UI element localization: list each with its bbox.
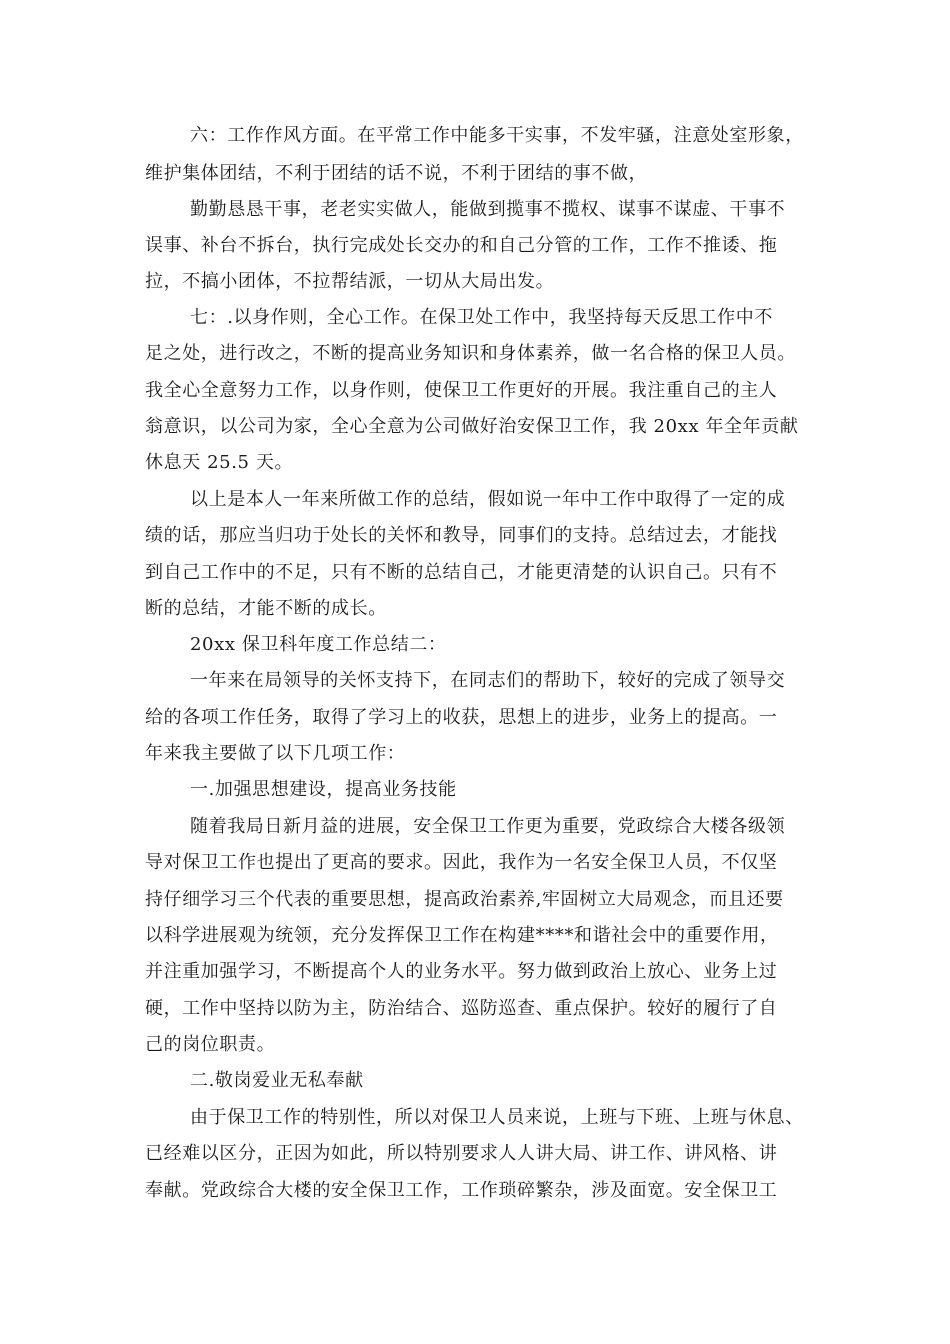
text-line: 奉献。党政综合大楼的安全保卫工作，工作琐碎繁杂，涉及面宽。安全保卫工 — [145, 1180, 778, 1201]
text-line: 维护集体团结，不利于团结的话不说，不利于团结的事不做， — [145, 163, 648, 184]
text-line: 一年来在局领导的关怀支持下，在同志们的帮助下，较好的完成了领导交 — [190, 670, 786, 691]
text-line: 导对保卫工作也提出了更高的要求。因此，我作为一名安全保卫人员，不仅坚 — [145, 852, 778, 873]
text-line: 并注重加强学习，不断提高个人的业务水平。努力做到政治上放心、业务上过 — [145, 961, 778, 982]
text-line: 随着我局日新月益的进展，安全保卫工作更为重要，党政综合大楼各级领 — [190, 816, 786, 837]
section-heading: 二.敬岗爱业无私奉献 — [190, 1070, 364, 1091]
section-heading: 20xx 保卫科年度工作总结二： — [190, 634, 447, 655]
text-line: 年来我主要做了以下几项工作： — [145, 743, 406, 764]
text-line: 翁意识，以公司为家，全心全意为公司做好治安保卫工作，我 20xx 年全年贡献 — [145, 416, 799, 437]
text-line: 拉，不搞小团体，不拉帮结派，一切从大局出发。 — [145, 271, 555, 292]
text-line: 硬，工作中坚持以防为主，防治结合、巡防巡查、重点保护。较好的履行了自 — [145, 998, 778, 1019]
text-line: 休息天 25.5 天。 — [145, 452, 294, 473]
text-line: 以上是本人一年来所做工作的总结，假如说一年中工作中取得了一定的成 — [190, 489, 786, 510]
text-line: 断的总结，才能不断的成长。 — [145, 598, 387, 619]
text-line: 到自己工作中的不足，只有不断的总结自己，才能更清楚的认识自己。只有不 — [145, 562, 778, 583]
text-line: 误事、补台不拆台，执行完成处长交办的和自己分管的工作，工作不推诿、拖 — [145, 235, 778, 256]
text-line: 七：.以身作则，全心工作。在保卫处工作中，我坚持每天反思工作中不 — [190, 307, 773, 328]
text-line: 绩的话，那应当归功于处长的关怀和教导，同事们的支持。总结过去，才能找 — [145, 525, 778, 546]
text-line: 由于保卫工作的特别性，所以对保卫人员来说，上班与下班、上班与休息、 — [190, 1107, 804, 1128]
text-line: 足之处，进行改之，不断的提高业务知识和身体素养，做一名合格的保卫人员。 — [145, 343, 796, 364]
text-line: 勤勤恳恳干事，老老实实做人，能做到揽事不揽权、谋事不谋虚、干事不 — [190, 199, 786, 220]
text-line: 六：工作作风方面。在平常工作中能多干实事，不发牢骚，注意处室形象， — [190, 125, 804, 146]
text-line: 持仔细学习三个代表的重要思想，提高政治素养,牢固树立大局观念，而且还要 — [145, 889, 784, 910]
section-heading: 一.加强思想建设，提高业务技能 — [190, 779, 457, 800]
text-line: 我全心全意努力工作，以身作则，使保卫工作更好的开展。我注重自己的主人 — [145, 380, 778, 401]
text-line: 给的各项工作任务，取得了学习上的收获，思想上的进步，业务上的提高。一 — [145, 707, 778, 728]
text-line: 以科学进展观为统领，充分发挥保卫工作在构建****和谐社会中的重要作用， — [145, 925, 779, 946]
text-line: 已经难以区分，正因为如此，所以特别要求人人讲大局、讲工作、讲风格、讲 — [145, 1143, 778, 1164]
text-line: 己的岗位职责。 — [145, 1034, 276, 1055]
